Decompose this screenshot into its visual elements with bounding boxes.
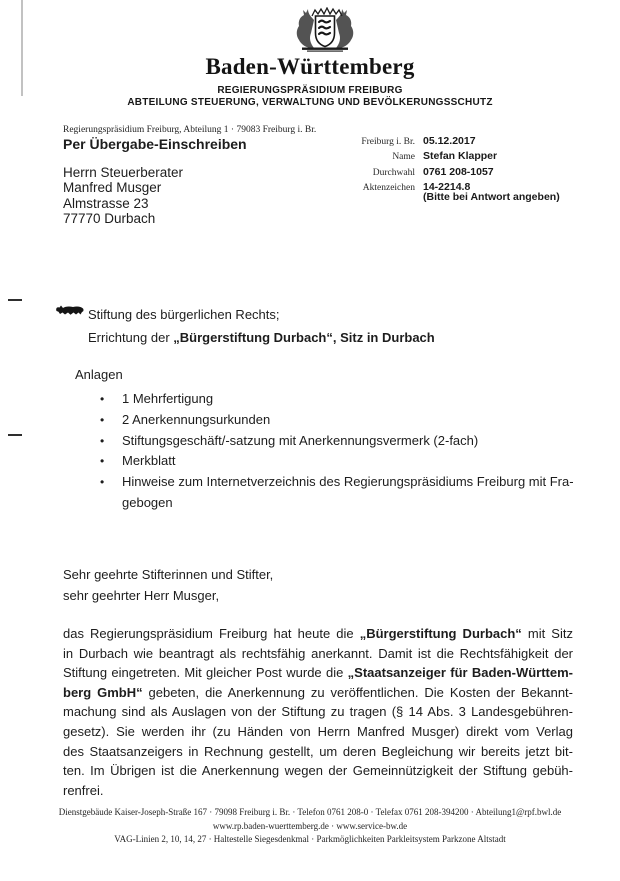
attachment-item bbox=[100, 451, 574, 472]
body-line: Stiftung eingetreten. Mit gleicher Post wurde die „Staatsanzeiger für Baden-Württem- bbox=[63, 665, 574, 681]
attachment-item bbox=[100, 431, 574, 452]
fold-mark-top bbox=[8, 299, 22, 301]
subject-line-2: Errichtung der „Bürgerstiftung Durbach“, Sitz in Durbach bbox=[88, 330, 435, 345]
attachment-line: 2 Anerkennungsurkunden bbox=[122, 411, 271, 427]
footer-line: www.rp.baden-wuerttemberg.de · www.service-bw.de bbox=[212, 820, 408, 831]
sender-return-address: Regierungspräsidium Freiburg, Abteilung 1 · 79083 Freiburg i. Br. bbox=[63, 125, 317, 135]
attachment-text bbox=[122, 389, 213, 410]
letterhead-department: ABTEILUNG STEUERUNG, VERWALTUNG UND BEVÖLKERUNGSSCHUTZ bbox=[127, 97, 493, 108]
fold-mark-bottom bbox=[8, 434, 22, 436]
subject-block bbox=[88, 303, 435, 349]
attachment-text bbox=[122, 431, 478, 452]
attachments-title: Anlagen bbox=[75, 367, 123, 382]
body-line: renfrei. bbox=[63, 782, 104, 798]
letter-body bbox=[63, 624, 573, 800]
attachment-item bbox=[100, 389, 574, 410]
delivery-method: Per Übergabe-Einschreiben bbox=[63, 136, 247, 152]
reference-label: Name bbox=[392, 152, 415, 163]
subject-line-1: Stiftung des bürgerlichen Rechts; bbox=[88, 307, 280, 322]
reference-label: Durchwahl bbox=[372, 167, 415, 178]
body-line: ten. Im Übrigen ist die Anerkennung wegen der Gemeinnützigkeit der Stiftung gebüh- bbox=[63, 763, 573, 779]
attachment-item bbox=[100, 472, 574, 514]
body-line: gesetz). Sie werden ihr (zu Händen von Herrn Manfred Musger) direkt vom Verlag bbox=[63, 723, 573, 739]
reference-row bbox=[300, 135, 497, 150]
bullet-icon: • bbox=[100, 433, 105, 448]
attachments-list bbox=[100, 389, 574, 514]
bullet-icon: • bbox=[100, 454, 105, 469]
attachment-line: Merkblatt bbox=[122, 453, 176, 469]
bullet-icon: • bbox=[100, 475, 105, 490]
reference-value: 0761 208-1057 bbox=[423, 165, 494, 178]
coat-of-arms-icon bbox=[287, 7, 363, 53]
reference-value: 14-2214.8 bbox=[423, 181, 471, 194]
scan-artifact-line bbox=[21, 0, 23, 96]
reference-label: Freiburg i. Br. bbox=[361, 137, 415, 147]
bullet-icon: • bbox=[100, 392, 105, 406]
reference-value: 05.12.2017 bbox=[423, 135, 476, 147]
footer-line: VAG-Linien 2, 10, 14, 27 · Haltestelle Siegesdenkmal · Parkmöglichkeiten Parkleitsystem Parkzone Altstadt bbox=[114, 834, 506, 845]
attachment-line: Stiftungsgeschäft/-satzung mit Anerkennungsvermerk (2-fach) bbox=[122, 432, 479, 448]
attachment-text bbox=[122, 410, 270, 431]
recipient-line: 77770 Durbach bbox=[63, 210, 156, 226]
body-line: des Staatsanzeigers in Rechnung gestellt, um deren Begleichung wir bereits jetzt bit- bbox=[63, 743, 573, 759]
recipient-line: Herrn Steuerberater bbox=[63, 165, 184, 180]
reference-block bbox=[300, 135, 497, 197]
letterhead-organization: REGIERUNGSPRÄSIDIUM FREIBURG bbox=[217, 85, 403, 96]
attachment-line: gebogen bbox=[122, 494, 173, 510]
recipient-line: Almstrasse 23 bbox=[63, 195, 149, 211]
recipient-address-block bbox=[63, 165, 183, 226]
letterhead-state-name: Baden-Württemberg bbox=[205, 54, 415, 79]
lion-mark-icon bbox=[55, 302, 85, 317]
body-line: in Durbach wie beantragt als rechtsfähig anerkannt. Damit ist die Rechtsfähigkeit der bbox=[63, 645, 573, 661]
reference-row bbox=[300, 166, 497, 181]
recipient-line: Manfred Musger bbox=[63, 180, 162, 196]
attachment-line: Hinweise zum Internetverzeichnis des Regierungspräsidiums Freiburg mit Fra- bbox=[122, 474, 574, 490]
letter-footer bbox=[15, 806, 605, 847]
body-line: machung sind als Auslagen von der Stiftung zu tragen (§ 14 Abs. 3 Landesgebühren- bbox=[63, 704, 573, 720]
footer-line: Dienstgebäude Kaiser-Joseph-Straße 167 · 79098 Freiburg i. Br. · Telefon 0761 208-0 · Telefax 0761 208-394200 · Abteilung1@rpf.bwl.de bbox=[58, 807, 562, 817]
attachment-line: 1 Mehrfertigung bbox=[122, 391, 214, 406]
attachment-item bbox=[100, 410, 574, 431]
bullet-icon: • bbox=[100, 412, 105, 427]
salutation-line: sehr geehrter Herr Musger, bbox=[63, 587, 220, 603]
salutation bbox=[63, 565, 273, 606]
salutation-line: Sehr geehrte Stifterinnen und Stifter, bbox=[63, 567, 274, 582]
attachment-text bbox=[122, 451, 175, 472]
body-line: berg GmbH“ gebeten, die Anerkennung zu veröffentlichen. Die Kosten der Bekannt- bbox=[63, 684, 573, 700]
reference-row bbox=[300, 150, 497, 165]
reply-reference-note: (Bitte bei Antwort angeben) bbox=[423, 191, 560, 203]
reference-value: Stefan Klapper bbox=[423, 150, 498, 163]
reference-label: Aktenzeichen bbox=[362, 183, 415, 194]
body-line: das Regierungspräsidium Freiburg hat heute die „Bürgerstiftung Durbach“ mit Sitz bbox=[63, 626, 573, 641]
attachment-text bbox=[122, 472, 574, 514]
